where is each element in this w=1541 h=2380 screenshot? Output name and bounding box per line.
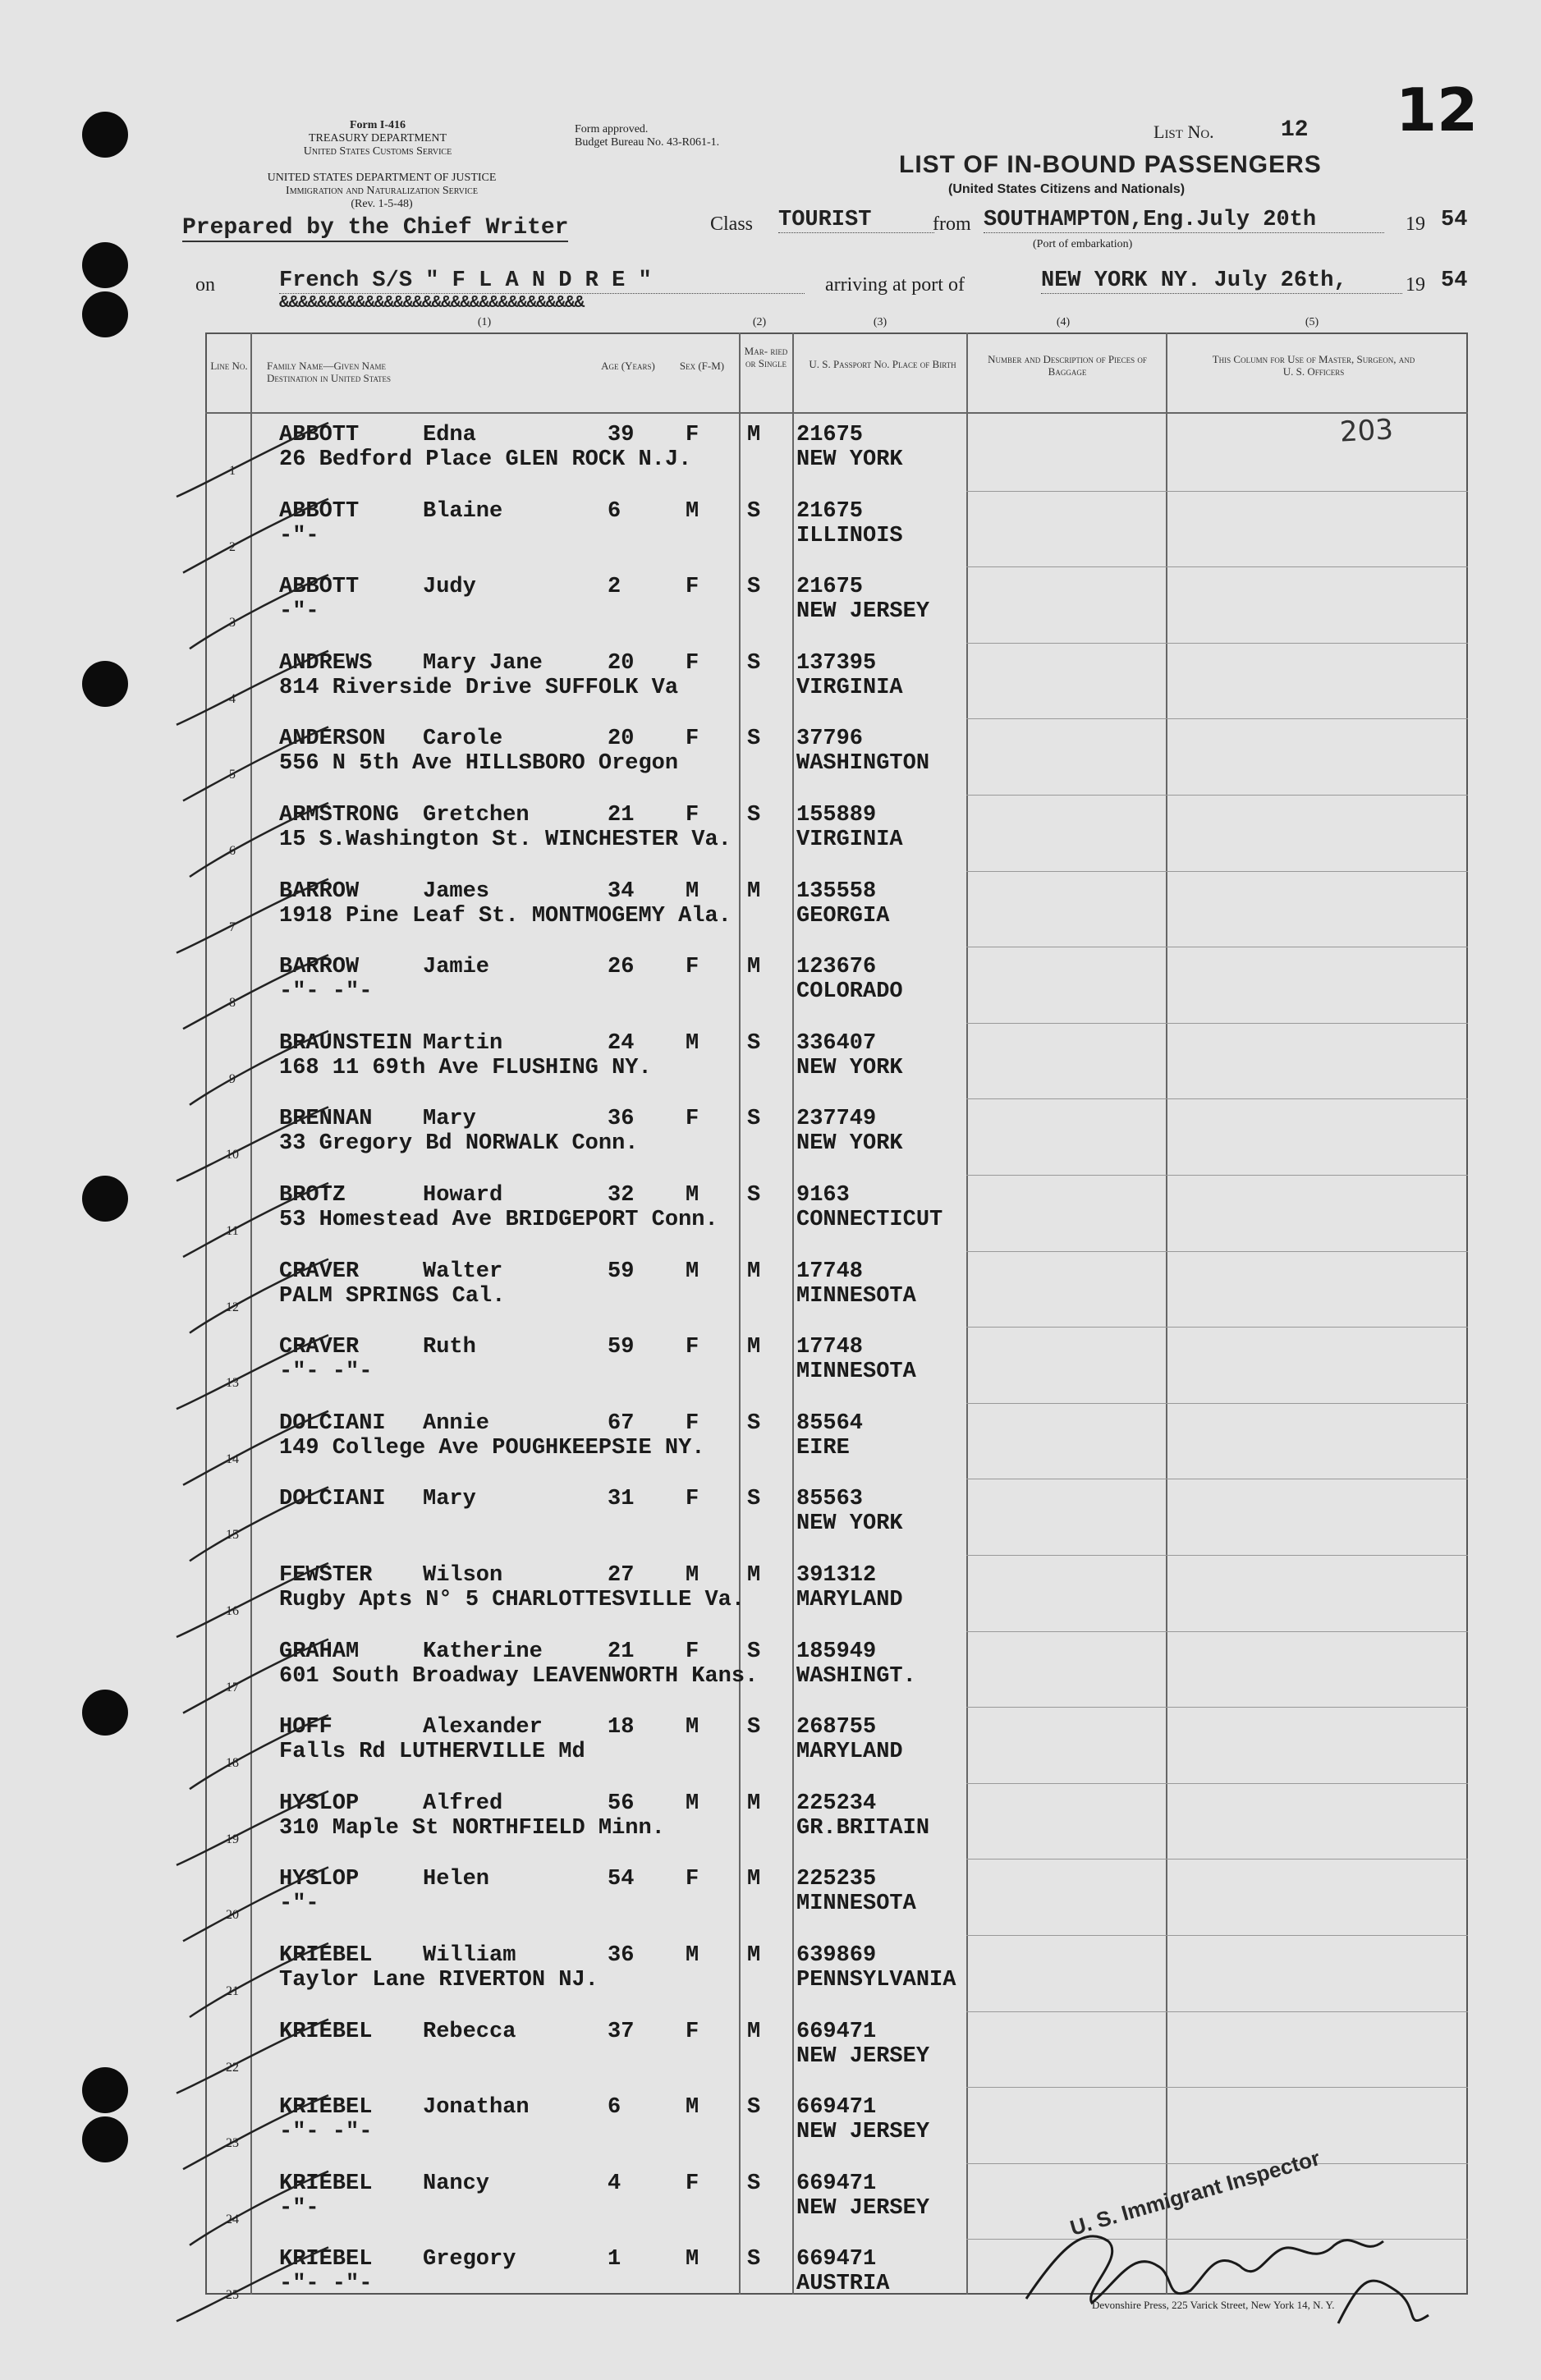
place-of-birth: COLORADO	[796, 979, 903, 1005]
sex: F	[686, 575, 699, 600]
destination: -"- -"-	[279, 2120, 373, 2145]
sex: M	[686, 1183, 699, 1208]
place-of-birth: NEW JERSEY	[796, 2195, 930, 2221]
place-of-birth: NEW YORK	[796, 1131, 903, 1157]
list-no-label: List No.	[1153, 122, 1214, 142]
passport-number: 225235	[796, 1867, 877, 1892]
place-of-birth: VIRGINIA	[796, 828, 903, 852]
form-number: Form I-416	[349, 119, 406, 131]
sex: F	[686, 1410, 699, 1436]
given-name: Carole	[423, 727, 503, 752]
destination: -"-	[279, 1892, 319, 1917]
given-name: William	[423, 1943, 516, 1968]
place-of-birth: NEW JERSEY	[796, 2120, 930, 2145]
place-of-birth: NEW YORK	[796, 447, 903, 472]
passport-number: 17748	[796, 1335, 864, 1360]
age: 20	[608, 650, 635, 676]
line-number: 25	[226, 2288, 239, 2303]
family-name: CRAVER	[279, 1259, 360, 1284]
family-name: ANDERSON	[279, 727, 386, 752]
marital-status: S	[747, 650, 761, 676]
family-name: DOLCIANI	[279, 1487, 386, 1512]
passport-number: 669471	[796, 2247, 877, 2272]
tick-mark	[190, 1031, 328, 1105]
prepared-by: Prepared by the Chief Writer	[182, 215, 569, 241]
given-name: Nancy	[423, 2171, 490, 2196]
given-name: James	[423, 878, 490, 904]
place-of-birth: EIRE	[796, 1435, 850, 1461]
revision-label: (Rev. 1-5-48)	[351, 198, 413, 210]
given-name: Gretchen	[423, 803, 530, 828]
given-name: Jonathan	[423, 2095, 530, 2121]
passport-number: 21675	[796, 423, 864, 447]
marital-status: S	[747, 803, 761, 828]
from-year-prefix: 19	[1406, 213, 1425, 235]
sex: M	[686, 498, 699, 524]
line-number: 14	[226, 1451, 239, 1466]
marital-status: S	[747, 1410, 761, 1436]
marital-status: S	[747, 1107, 761, 1132]
line-number: 15	[226, 1528, 239, 1543]
marital-status: M	[747, 423, 761, 447]
given-name: Judy	[423, 575, 476, 600]
place-of-birth: PENNSYLVANIA	[796, 1968, 956, 1993]
age: 21	[608, 803, 635, 828]
col-num-3: (3)	[873, 316, 887, 328]
destination: 149 College Ave POUGHKEEPSIE NY.	[279, 1435, 705, 1461]
marital-status: S	[747, 1487, 761, 1512]
family-name: ABBOTT	[279, 575, 360, 600]
destination: 1918 Pine Leaf St. MONTMOGEMY Ala.	[279, 903, 732, 929]
tick-mark	[177, 1107, 328, 1181]
place-of-birth: AUSTRIA	[796, 2272, 890, 2297]
sex: F	[686, 2171, 699, 2196]
place-of-birth: GEORGIA	[796, 903, 890, 929]
family-name: ABBOTT	[279, 498, 360, 524]
age: 4	[608, 2171, 621, 2196]
tick-mark	[183, 2095, 328, 2169]
marital-status: S	[747, 498, 761, 524]
officer-note: 203	[1338, 413, 1394, 449]
line-number: 19	[226, 1832, 239, 1846]
age: 1	[608, 2247, 621, 2272]
passport-number: 225234	[796, 1791, 877, 1816]
sex: M	[686, 2095, 699, 2121]
given-name: Katherine	[423, 1639, 543, 1664]
line-number: 9	[229, 1071, 236, 1086]
destination: Falls Rd LUTHERVILLE Md	[279, 1740, 585, 1765]
marital-status: S	[747, 1715, 761, 1740]
tick-mark	[183, 1183, 328, 1257]
place-of-birth: MINNESOTA	[796, 1360, 916, 1385]
destination: 601 South Broadway LEAVENWORTH Kans.	[279, 1663, 759, 1689]
tick-mark	[183, 727, 328, 800]
destination: 53 Homestead Ave BRIDGEPORT Conn.	[279, 1208, 718, 1232]
family-name: BARROW	[279, 878, 360, 904]
passport-number: 639869	[796, 1943, 877, 1968]
place-of-birth: CONNECTICUT	[796, 1208, 943, 1232]
family-name: KRIEBEL	[279, 1943, 373, 1968]
tick-mark	[177, 2020, 328, 2093]
age: 31	[608, 1487, 635, 1512]
col-num-4: (4)	[1056, 316, 1071, 328]
place-of-birth: NEW YORK	[796, 1055, 903, 1080]
marital-status: M	[747, 1867, 761, 1892]
col-header-name: Family Name—Given Name Destination in United States	[267, 360, 392, 384]
age: 6	[608, 498, 621, 524]
given-name: Jamie	[423, 955, 490, 980]
passport-number: 669471	[796, 2095, 877, 2121]
tick-mark	[177, 2247, 328, 2321]
sex: M	[686, 1715, 699, 1740]
tick-mark	[177, 1563, 328, 1637]
col-header-age: Age (Years)	[601, 360, 655, 372]
line-number: 24	[226, 2212, 239, 2226]
col-num-5: (5)	[1305, 316, 1319, 328]
passport-number: 123676	[796, 955, 877, 980]
place-of-birth: MINNESOTA	[796, 1283, 916, 1309]
line-number: 10	[226, 1148, 239, 1162]
from-year: 54	[1441, 208, 1468, 232]
marital-status: S	[747, 1030, 761, 1056]
line-number: 2	[229, 539, 236, 554]
age: 54	[608, 1867, 635, 1892]
destination: Rugby Apts N° 5 CHARLOTTESVILLE Va.	[279, 1588, 745, 1612]
passport-number: 137395	[796, 650, 877, 676]
passport-number: 669471	[796, 2019, 877, 2044]
passport-number: 37796	[796, 727, 864, 752]
tick-mark	[183, 499, 328, 573]
manifest-title: LIST OF IN-BOUND PASSENGERS	[899, 151, 1322, 178]
passport-number: 391312	[796, 1563, 877, 1588]
col-num-1: (1)	[477, 316, 492, 328]
family-name: KRIEBEL	[279, 2095, 373, 2121]
destination: 26 Bedford Place GLEN ROCK N.J.	[279, 447, 692, 472]
destination: Taylor Lane RIVERTON NJ.	[279, 1968, 599, 1993]
given-name: Wilson	[423, 1563, 503, 1588]
family-name: BARROW	[279, 955, 360, 980]
passport-number: 85563	[796, 1487, 864, 1512]
marital-status: S	[747, 1183, 761, 1208]
passport-number: 155889	[796, 803, 877, 828]
tick-mark	[190, 1715, 328, 1789]
marital-status: S	[747, 727, 761, 752]
class-value: TOURIST	[778, 208, 934, 233]
place-of-birth: GR.BRITAIN	[796, 1815, 930, 1841]
family-name: DOLCIANI	[279, 1410, 386, 1436]
age: 36	[608, 1107, 635, 1132]
on-label: on	[195, 274, 215, 296]
tick-mark	[190, 575, 328, 649]
passport-number: 17748	[796, 1259, 864, 1284]
marital-status: M	[747, 1563, 761, 1588]
destination: -"- -"-	[279, 979, 373, 1005]
sex: F	[686, 650, 699, 676]
destination: 556 N 5th Ave HILLSBORO Oregon	[279, 751, 679, 777]
sex: F	[686, 1335, 699, 1360]
marital-status: S	[747, 575, 761, 600]
line-number: 6	[229, 844, 236, 858]
treasury-label: TREASURY DEPARTMENT	[308, 132, 447, 144]
family-name: HYSLOP	[279, 1867, 360, 1892]
tick-mark	[183, 955, 328, 1029]
line-number: 5	[229, 768, 236, 782]
sex: F	[686, 1107, 699, 1132]
destination: PALM SPRINGS Cal.	[279, 1283, 506, 1309]
given-name: Martin	[423, 1030, 503, 1056]
line-number: 22	[226, 2060, 239, 2075]
given-name: Walter	[423, 1259, 503, 1284]
line-number: 7	[229, 919, 236, 934]
class-label: Class	[710, 213, 754, 235]
given-name: Edna	[423, 423, 476, 447]
destination: 33 Gregory Bd NORWALK Conn.	[279, 1131, 639, 1157]
place-of-birth: MARYLAND	[796, 1588, 903, 1612]
destination: 814 Riverside Drive SUFFOLK Va	[279, 675, 679, 700]
family-name: ANDREWS	[279, 650, 373, 676]
age: 39	[608, 423, 635, 447]
place-of-birth: ILLINOIS	[796, 523, 903, 548]
marital-status: S	[747, 1639, 761, 1664]
customs-label: United States Customs Service	[303, 145, 452, 158]
family-name: GRAHAM	[279, 1639, 360, 1664]
vessel-name: French S/S " F L A N D R E "	[279, 268, 805, 294]
family-name: HYSLOP	[279, 1791, 360, 1816]
line-number: 4	[229, 691, 236, 706]
tick-mark	[190, 803, 328, 877]
given-name: Helen	[423, 1867, 490, 1892]
family-name: CRAVER	[279, 1335, 360, 1360]
sex: F	[686, 955, 699, 980]
tick-mark	[183, 1867, 328, 1941]
col-header-baggage: Number and Description of Pieces of Baggage	[988, 353, 1147, 378]
passport-number: 237749	[796, 1107, 877, 1132]
line-number: 12	[226, 1300, 239, 1314]
line-number: 13	[226, 1376, 239, 1391]
line-number: 11	[226, 1224, 239, 1238]
marital-status: M	[747, 1791, 761, 1816]
passport-number: 135558	[796, 878, 877, 904]
line-number: 16	[226, 1604, 239, 1618]
passport-number: 21675	[796, 575, 864, 600]
tick-mark	[177, 1791, 328, 1865]
age: 56	[608, 1791, 635, 1816]
marital-status: M	[747, 878, 761, 904]
line-number: 1	[229, 464, 236, 478]
given-name: Howard	[423, 1183, 503, 1208]
passport-number: 669471	[796, 2171, 877, 2196]
given-name: Alexander	[423, 1715, 543, 1740]
col-header-officers: This Column for Use of Master, Surgeon, and U. S. Officers	[1212, 353, 1415, 378]
sex: M	[686, 1259, 699, 1284]
sex: M	[686, 1563, 699, 1588]
line-number: 21	[226, 1984, 239, 1998]
marital-status: S	[747, 2095, 761, 2121]
line-number: 8	[229, 996, 236, 1011]
page-number: 12	[1396, 76, 1479, 144]
tick-mark	[183, 1639, 328, 1713]
col-header-passport: U. S. Passport No. Place of Birth	[809, 358, 956, 370]
given-name: Mary Jane	[423, 650, 543, 676]
sex: M	[686, 1791, 699, 1816]
family-name: HOFF	[279, 1715, 333, 1740]
given-name: Blaine	[423, 498, 503, 524]
age: 21	[608, 1639, 635, 1664]
age: 18	[608, 1715, 635, 1740]
given-name: Rebecca	[423, 2019, 516, 2044]
destination: -"- -"-	[279, 1360, 373, 1385]
age: 37	[608, 2019, 635, 2044]
family-name: ABBOTT	[279, 423, 360, 447]
family-name: BRAUNSTEIN	[279, 1030, 413, 1056]
passport-number: 185949	[796, 1639, 877, 1664]
arrival-value: NEW YORK NY. July 26th,	[1041, 268, 1402, 294]
age: 67	[608, 1410, 635, 1436]
place-of-birth: VIRGINIA	[796, 675, 903, 700]
family-name: KRIEBEL	[279, 2019, 373, 2044]
passport-number: 336407	[796, 1030, 877, 1056]
sex: M	[686, 1943, 699, 1968]
given-name: Gregory	[423, 2247, 516, 2272]
embarkation-note: (Port of embarkation)	[1033, 238, 1133, 250]
line-number: 17	[226, 1680, 239, 1694]
sex: F	[686, 1867, 699, 1892]
sex: F	[686, 727, 699, 752]
age: 27	[608, 1563, 635, 1588]
family-name: ARMSTRONG	[279, 803, 399, 828]
marital-status: M	[747, 1335, 761, 1360]
sex: M	[686, 1030, 699, 1056]
family-name: BROTZ	[279, 1183, 346, 1208]
col-header-sex: Sex (F-M)	[679, 360, 725, 372]
marital-status: M	[747, 2019, 761, 2044]
tick-mark	[190, 1259, 328, 1333]
list-no-value: 12	[1281, 117, 1309, 143]
budget-bureau: Budget Bureau No. 43-R061-1.	[575, 136, 720, 149]
line-number: 3	[229, 616, 236, 631]
age: 20	[608, 727, 635, 752]
col-header-married: Mar- ried or Single	[744, 345, 788, 369]
tick-mark	[183, 1411, 328, 1485]
passport-number: 268755	[796, 1715, 877, 1740]
destination: -"-	[279, 599, 319, 625]
tick-mark	[190, 1943, 328, 2017]
passport-number: 9163	[796, 1183, 850, 1208]
age: 32	[608, 1183, 635, 1208]
given-name: Annie	[423, 1410, 490, 1436]
age: 36	[608, 1943, 635, 1968]
tick-mark	[177, 879, 328, 953]
place-of-birth: WASHINGT.	[796, 1663, 916, 1689]
line-number: 18	[226, 1756, 239, 1771]
line-number: 20	[226, 1908, 239, 1923]
from-label: from	[933, 213, 971, 235]
family-name: KRIEBEL	[279, 2171, 373, 2196]
age: 2	[608, 575, 621, 600]
age: 6	[608, 2095, 621, 2121]
age: 59	[608, 1259, 635, 1284]
given-name: Mary	[423, 1107, 476, 1132]
place-of-birth: MINNESOTA	[796, 1892, 916, 1917]
given-name: Alfred	[423, 1791, 503, 1816]
arriving-label: arriving at port of	[825, 274, 965, 296]
marital-status: S	[747, 2247, 761, 2272]
justice-label: UNITED STATES DEPARTMENT OF JUSTICE	[267, 172, 497, 184]
marital-status: S	[747, 2171, 761, 2196]
destination: -"-	[279, 2195, 319, 2221]
tick-mark	[177, 423, 328, 497]
inspector-stamp: U. S. Immigrant Inspector	[1067, 2145, 1323, 2240]
age: 59	[608, 1335, 635, 1360]
marital-status: M	[747, 1943, 761, 1968]
age: 34	[608, 878, 635, 904]
arrival-year-prefix: 19	[1406, 274, 1425, 296]
place-of-birth: MARYLAND	[796, 1740, 903, 1765]
sex: F	[686, 803, 699, 828]
sex: F	[686, 423, 699, 447]
destination: -"-	[279, 523, 319, 548]
passport-number: 85564	[796, 1410, 864, 1436]
place-of-birth: WASHINGTON	[796, 751, 930, 777]
destination: -"- -"-	[279, 2272, 373, 2297]
sex: F	[686, 1639, 699, 1664]
family-name: KRIEBEL	[279, 2247, 373, 2272]
tick-mark	[190, 2171, 328, 2245]
age: 26	[608, 955, 635, 980]
col-header-line: Line No.	[210, 360, 248, 372]
marital-status: M	[747, 1259, 761, 1284]
passport-number: 21675	[796, 498, 864, 524]
form-approved: Form approved.	[575, 123, 649, 135]
place-of-birth: NEW YORK	[796, 1511, 903, 1537]
family-name: FEWSTER	[279, 1563, 373, 1588]
family-name: BRENNAN	[279, 1107, 373, 1132]
destination: 15 S.Washington St. WINCHESTER Va.	[279, 828, 732, 852]
given-name: Ruth	[423, 1335, 476, 1360]
from-value: SOUTHAMPTON,Eng.July 20th	[984, 208, 1384, 233]
destination: 168 11 69th Ave FLUSHING NY.	[279, 1055, 652, 1080]
manifest-subtitle: (United States Citizens and Nationals)	[948, 182, 1186, 196]
place-of-birth: NEW JERSEY	[796, 2043, 930, 2069]
ins-label: Immigration and Naturalization Service	[286, 185, 478, 197]
given-name: Mary	[423, 1487, 476, 1512]
sex: M	[686, 878, 699, 904]
age: 24	[608, 1030, 635, 1056]
marital-status: M	[747, 955, 761, 980]
col-num-2: (2)	[752, 316, 767, 328]
sex: F	[686, 2019, 699, 2044]
sex: F	[686, 1487, 699, 1512]
place-of-birth: NEW JERSEY	[796, 599, 930, 625]
destination: 310 Maple St NORTHFIELD Minn.	[279, 1815, 665, 1841]
arrival-year: 54	[1441, 268, 1468, 293]
sex: M	[686, 2247, 699, 2272]
printer-imprint: Devonshire Press, 225 Varick Street, New York 14, N. Y.	[1092, 2299, 1335, 2311]
tick-mark	[190, 1487, 328, 1561]
tick-mark	[177, 651, 328, 725]
tick-mark	[177, 1335, 328, 1409]
line-number: 23	[226, 2136, 239, 2151]
vessel-underline: &&&&&&&&&&&&&&&&&&&&&&&&&&&&&&&&	[279, 294, 585, 313]
